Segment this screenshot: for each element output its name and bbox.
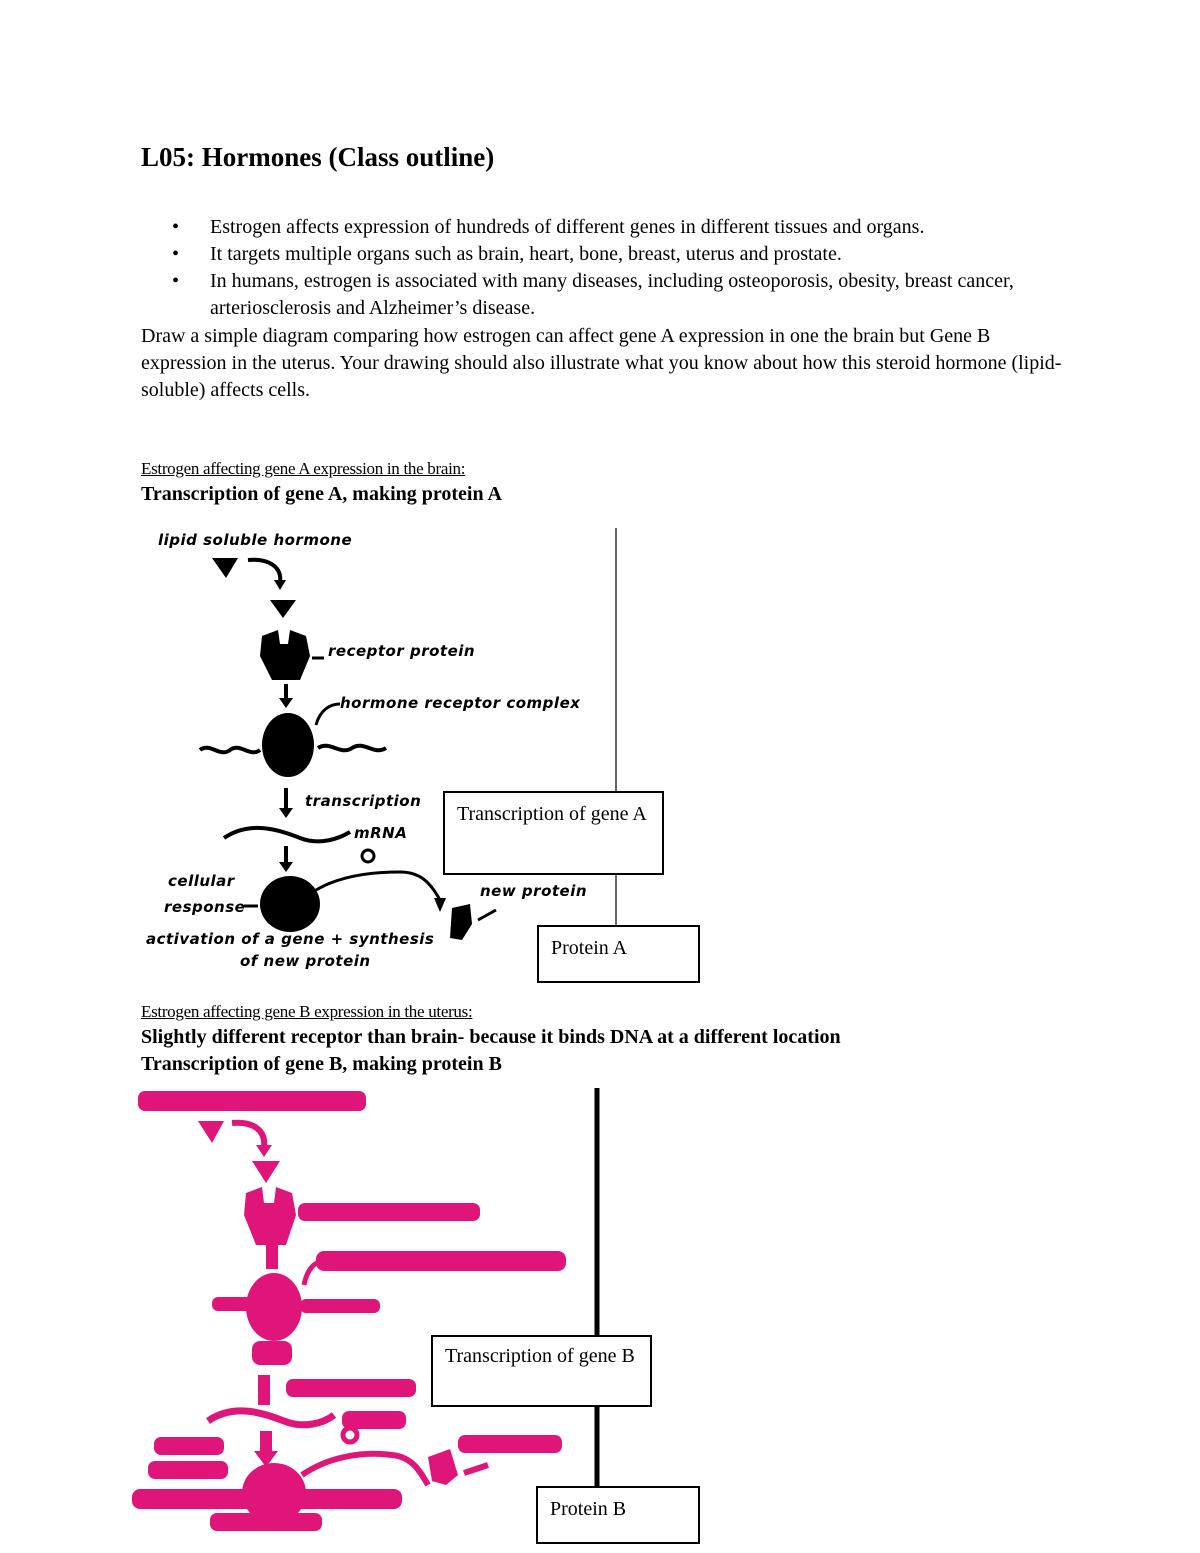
- dna-strand-icon: [300, 1299, 380, 1313]
- hormone-shape-icon: [252, 1161, 280, 1183]
- protein-b-box: Protein B: [536, 1486, 700, 1544]
- smeared-label-receptor: [298, 1203, 480, 1221]
- smeared-label-synthesis: [210, 1513, 322, 1531]
- transcription-gene-a-box: Transcription of gene A: [443, 791, 664, 875]
- page-title: L05: Hormones (Class outline): [141, 142, 495, 172]
- protein-chain-icon: [302, 1454, 428, 1485]
- section-b-heading-2: Transcription of gene B, making protein B: [141, 1053, 502, 1075]
- smeared-label-new-protein: [458, 1435, 562, 1453]
- hand-label-activation: activation of a gene + synthesis: [146, 930, 435, 948]
- smeared-label-response: [148, 1461, 228, 1479]
- hand-label-hormone: lipid soluble hormone: [158, 531, 353, 549]
- receptor-protein-icon: [244, 1187, 296, 1245]
- new-protein-icon: [428, 1449, 458, 1485]
- hand-label-new-protein: new protein: [480, 882, 588, 900]
- arrowhead-icon: [256, 1145, 272, 1157]
- section-b-heading-1: Slightly different receptor than brain- because it binds DNA at a different location: [141, 1026, 841, 1048]
- hand-label-new-protein-synthesis: of new protein: [240, 952, 371, 970]
- bullet-text: Estrogen affects expression of hundreds of different genes in different tissues and organs.: [210, 216, 925, 238]
- hand-label-mrna: mRNA: [354, 824, 408, 842]
- mrna-strand-icon: [208, 1411, 334, 1425]
- bullet-marker: •: [172, 270, 180, 292]
- bullet-marker: •: [172, 216, 180, 238]
- drawing-b: [128, 1085, 588, 1540]
- smeared-label-transcription: [286, 1379, 416, 1397]
- bullet-text: It targets multiple organs such as brain, heart, bone, breast, uterus and prostate.: [210, 243, 842, 265]
- section-b-label: Estrogen affecting gene B expression in the uterus:: [141, 1002, 473, 1021]
- dna-strand-icon: [212, 1297, 252, 1311]
- assignment-prompt: Draw a simple diagram comparing how estrogen can affect gene A expression in one the brain but Gene B expression in the uterus. Your drawing should also illustrate what you know about how this steroid hormone (lipid-soluble) affects cells.: [141, 325, 1062, 401]
- section-a-heading: Transcription of gene A, making protein A: [141, 483, 502, 505]
- bullet-marker: •: [172, 243, 180, 265]
- smeared-label-complex: [316, 1251, 566, 1271]
- protein-a-box: Protein A: [537, 925, 700, 983]
- curved-arrow-icon: [232, 1123, 264, 1147]
- hand-label-complex: hormone receptor complex: [340, 694, 581, 712]
- hormone-receptor-complex-icon: [246, 1273, 302, 1341]
- loop-icon: [343, 1428, 357, 1442]
- smeared-label-hormone: [138, 1091, 366, 1111]
- hand-label-cellular: cellular: [168, 872, 235, 890]
- complex-base-icon: [252, 1341, 292, 1365]
- bullet-text: In humans, estrogen is associated with many diseases, including osteoporosis, obesity, breast cancer, arteriosclerosis and Alzheimer’s disease.: [210, 270, 1014, 319]
- hormone-shape-icon: [198, 1121, 224, 1143]
- hand-label-response: response: [164, 898, 246, 916]
- hand-label-receptor: receptor protein: [328, 642, 476, 660]
- smeared-label-activation: [132, 1489, 402, 1509]
- transcription-gene-b-box: Transcription of gene B: [431, 1335, 652, 1407]
- section-a-label: Estrogen affecting gene A expression in the brain:: [141, 459, 466, 478]
- pointer-line: [464, 1465, 488, 1473]
- arrow-line: [266, 1245, 278, 1269]
- arrow-line: [258, 1375, 270, 1405]
- smeared-label-cellular: [154, 1437, 224, 1455]
- hand-label-transcription: transcription: [305, 792, 422, 810]
